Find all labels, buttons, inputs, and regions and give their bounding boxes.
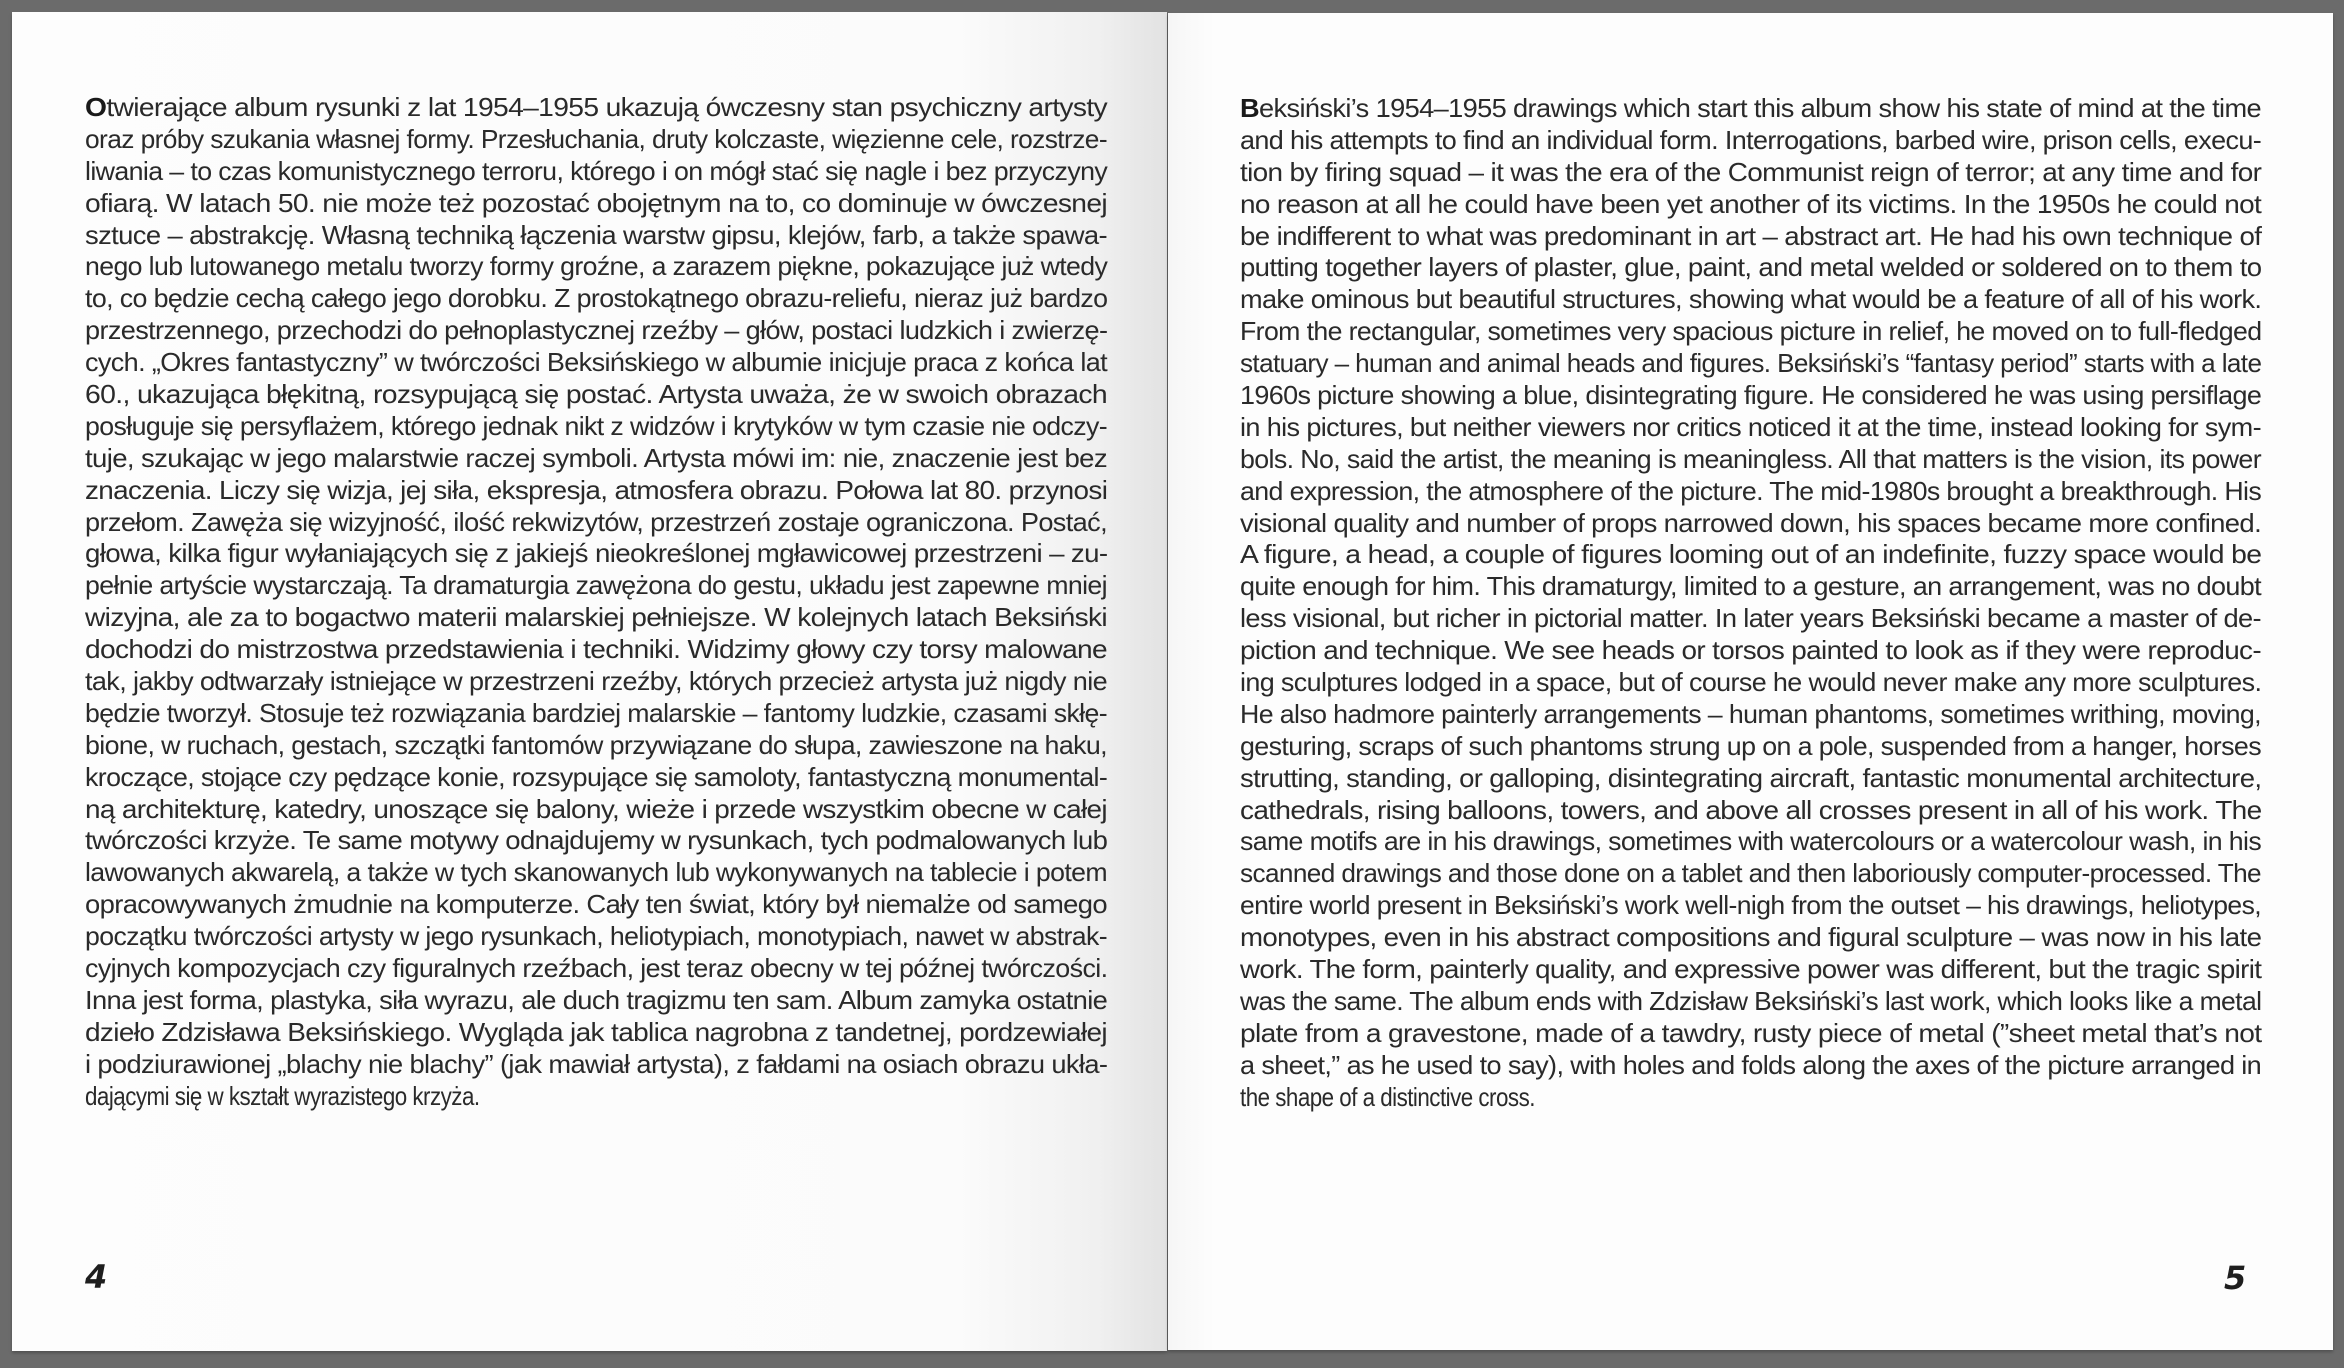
text-line-content: będzie tworzył. Stosuje też rozwiązania bardziej malarskie – fantomy ludzkie, czasami skłę-: [85, 697, 1107, 728]
text-line: [1240, 763, 2261, 795]
text-line: [85, 921, 1107, 953]
text-line-content: tion by firing squad – it was the era of the Communist reign of terror; at any time and for: [1240, 156, 2262, 187]
text-line-content: 60., ukazująca błękitną, rozsypującą się postać. Artysta uważa, że w swoich obrazach: [85, 379, 1107, 410]
text-line: [1240, 316, 2261, 348]
text-line: [1240, 252, 2261, 284]
text-line-content: From the rectangular, sometimes very spacious picture in relief, he moved on to full-fledged: [1240, 316, 2262, 347]
text-line-content: bione, w ruchach, gestach, szczątki fantomów przywiązane do słupa, zawieszone na haku,: [85, 729, 1107, 760]
text-line-content: głowa, kilka figur wyłaniających się z jakiejś nieokreślonej mgławicowej przestrzeni – zu-: [85, 538, 1108, 569]
text-line-content: be indifferent to what was predominant in art – abstract art. He had his own technique of: [1240, 220, 2262, 251]
text-line-content: ną architekturę, katedry, unoszące się balony, wieże i przede wszystkim obecne w całej: [85, 793, 1107, 824]
text-line-content: twierające album rysunki z lat 1954–1955 ukazują ówczesny stan psychiczny artysty: [106, 92, 1108, 122]
text-line: [1240, 731, 2261, 763]
text-line: [85, 666, 1107, 698]
text-line-content: same motifs are in his drawings, sometimes with watercolours or a watercolour wash, in his: [1240, 826, 2262, 857]
text-line-content: was the same. The album ends with Zdzisław Beksiński’s last work, which looks like a metal: [1240, 985, 2262, 1016]
polish-text-column: [85, 92, 1107, 1113]
text-line: [85, 283, 1107, 315]
text-line-content: visional quality and number of props narrowed down, his spaces became more confined.: [1240, 507, 2262, 538]
text-line: [85, 698, 1107, 730]
text-line: [1240, 125, 2261, 157]
text-line-content: ing sculptures lodged in a space, but of course he would never make any more sculptures.: [1240, 667, 2262, 698]
text-line-content: Inna jest forma, plastyka, siła wyrazu, ale duch tragizmu ten sam. Album zamyka ostatnie: [85, 984, 1108, 1015]
text-line: [1240, 221, 2261, 253]
text-line: [1240, 157, 2261, 189]
text-line-content: statuary – human and animal heads and figures. Beksiński’s “fantasy period” starts with a late: [1240, 348, 2262, 379]
text-line: [1240, 1082, 2118, 1114]
text-line-content: dającymi się w kształt wyrazistego krzyża.: [85, 1080, 480, 1111]
text-line-content: pełnie artyście wystarczają. Ta dramaturgia zawężona do gestu, układu jest zapewne mniej: [85, 570, 1107, 601]
text-line: [1240, 348, 2261, 380]
text-line: [1240, 890, 2261, 922]
text-line: [85, 1081, 964, 1113]
text-line: [1240, 380, 2261, 412]
text-line: [85, 475, 1107, 507]
text-line-content: scanned drawings and those done on a tablet and then laboriously computer-processed. The: [1240, 858, 2261, 889]
text-line-content: monotypes, even in his abstract compositions and figural sculpture – was now in his late: [1240, 922, 2262, 953]
text-line-content: strutting, standing, or galloping, disintegrating aircraft, fantastic monumental architecture,: [1240, 762, 2262, 793]
text-line-content: eksiński’s 1954–1955 drawings which start this album show his state of mind at the time: [1259, 93, 2261, 123]
text-line-content: no reason at all he could have been yet another of its victims. In the 1950s he could not: [1240, 188, 2262, 219]
text-line: [1240, 444, 2261, 476]
text-line: [85, 315, 1107, 347]
text-line: [1240, 571, 2261, 603]
text-line: [85, 92, 1107, 124]
text-line: [1240, 667, 2261, 699]
text-line: [85, 985, 1107, 1017]
text-line-content: liwania – to czas komunistycznego terroru, którego i on mógł stać się nagle i bez przyczyny: [85, 155, 1108, 186]
text-line-content: less visional, but richer in pictorial matter. In later years Beksiński became a master of de-: [1240, 603, 2261, 634]
text-line: [1240, 1050, 2261, 1082]
text-line-content: quite enough for him. This dramaturgy, limited to a gesture, an arrangement, was no doubt: [1240, 571, 2261, 602]
drop-letter: B: [1240, 93, 1260, 123]
text-line-content: in his pictures, but neither viewers nor critics noticed it at the time, instead looking for sym-: [1240, 411, 2261, 442]
text-line-content: przestrzennego, przechodzi do pełnoplastycznej rzeźby – głów, postaci ludzkich i zwierzę-: [85, 315, 1108, 346]
text-line-content: cyjnych kompozycjach czy figuralnych rzeźbach, jest teraz obecny w tej późnej twórczości.: [85, 953, 1108, 984]
text-line: [1240, 922, 2261, 954]
text-line: [85, 602, 1107, 634]
text-line: [85, 538, 1107, 570]
text-line-content: A figure, a head, a couple of figures looming out of an indefinite, fuzzy space would be: [1240, 539, 2262, 570]
text-line: [1240, 412, 2261, 444]
text-line: [1240, 858, 2261, 890]
text-line: [85, 188, 1107, 220]
page-number-right: 5: [2224, 1259, 2247, 1297]
text-line-content: dzieło Zdzisława Beksińskiego. Wygląda jak tablica nagrobna z tandetnej, pordzewiałej: [85, 1016, 1107, 1047]
text-line-content: to, co będzie cechą całego jego dorobku. Z prostokątnego obrazu-reliefu, nieraz już bardzo: [85, 283, 1108, 314]
text-line: [85, 379, 1107, 411]
text-line-content: twórczości krzyże. Te same motywy odnajdujemy w rysunkach, tych podmalowanych lub: [85, 825, 1108, 856]
text-line: [1240, 954, 2261, 986]
text-line: [1240, 986, 2261, 1018]
text-line-content: i podziurawionej „blachy nie blachy” (jak mawiał artysta), z fałdami na osiach obrazu ukła-: [85, 1048, 1108, 1079]
drop-letter: O: [85, 92, 107, 122]
right-page: [1168, 13, 2333, 1350]
text-line-content: lawowanych akwarelą, a także w tych skanowanych lub wykonywanych na tablecie i potem: [85, 857, 1107, 888]
text-line-content: and his attempts to find an individual form. Interrogations, barbed wire, prison cells, execu-: [1240, 124, 2262, 155]
text-line-content: kroczące, stojące czy pędzące konie, rozsypujące się samoloty, fantastyczną monumental-: [85, 761, 1108, 792]
text-line: [85, 347, 1107, 379]
text-line-content: opracowywanych żmudnie na komputerze. Cały ten świat, który był niemalże od samego: [85, 889, 1107, 920]
text-line-content: przełom. Zawęża się wizyjność, ilość rekwizytów, przestrzeń zostaje ograniczona. Postać,: [85, 506, 1107, 537]
text-line-content: ofiarą. W latach 50. nie może też pozostać obojętnym na to, co dominuje w ówczesnej: [85, 187, 1107, 218]
text-line-content: He also hadmore painterly arrangements – human phantoms, sometimes writhing, moving,: [1240, 698, 2261, 729]
text-line: [1240, 603, 2261, 635]
text-line-content: cych. „Okres fantastyczny” w twórczości Beksińskiego w albumie inicjuje praca z końca lat: [85, 347, 1107, 378]
text-line-content: make ominous but beautiful structures, showing what would be a feature of all of his work.: [1240, 284, 2262, 315]
text-line-content: 1960s picture showing a blue, disintegrating figure. He considered he was using persiflage: [1240, 380, 2262, 411]
text-line-content: znaczenia. Liczy się wizja, jej siła, ekspresja, atmosfera obrazu. Połowa lat 80. przynosi: [85, 474, 1108, 505]
text-line: [85, 634, 1107, 666]
text-line-content: wizyjna, ale za to bogactwo materii malarskiej pełniejsze. W kolejnych latach Beksiński: [85, 602, 1107, 633]
text-line-content: work. The form, painterly quality, and expressive power was different, but the tragic spirit: [1240, 954, 2262, 985]
text-line: [85, 251, 1107, 283]
english-text-column: [1240, 93, 2261, 1114]
text-line-content: and expression, the atmosphere of the picture. The mid-1980s brought a breakthrough. His: [1240, 475, 2262, 506]
text-line-content: bols. No, said the artist, the meaning is meaningless. All that matters is the vision, its power: [1240, 443, 2261, 474]
text-line: [1240, 539, 2261, 571]
text-line: [85, 507, 1107, 539]
text-line-content: początku twórczości artysty w jego rysunkach, heliotypiach, monotypiach, nawet w abstrak-: [85, 921, 1107, 952]
text-line-content: cathedrals, rising balloons, towers, and above all crosses present in all of his work. The: [1240, 794, 2262, 825]
text-line: [1240, 635, 2261, 667]
text-line: [85, 124, 1107, 156]
text-line: [85, 570, 1107, 602]
text-line: [85, 762, 1107, 794]
text-line-content: sztuce – abstrakcję. Własną techniką łączenia warstw gipsu, klejów, farb, a także spawa-: [85, 219, 1107, 250]
text-line: [85, 443, 1107, 475]
text-line: [1240, 476, 2261, 508]
text-line: [1240, 699, 2261, 731]
text-line-content: nego lub lutowanego metalu tworzy formy groźne, a zarazem piękne, pokazujące już wtedy: [85, 251, 1108, 282]
text-line: [85, 857, 1107, 889]
text-line: [85, 825, 1107, 857]
text-line: [85, 730, 1107, 762]
text-line-content: posługuje się persyflażem, którego jednak nikt z widzów i krytyków w tym czasie nie odczy-: [85, 410, 1107, 441]
text-line-content: the shape of a distinctive cross.: [1240, 1081, 1535, 1112]
text-line-content: tak, jakby odtwarzały istniejące w przestrzeni rzeźby, których przecież artysta już nigdy nie: [85, 666, 1107, 697]
text-line-content: dochodzi do mistrzostwa przedstawienia i techniki. Widzimy głowy czy torsy malowane: [85, 634, 1107, 665]
page-number-left: 4: [85, 1258, 108, 1296]
text-line: [1240, 826, 2261, 858]
text-line: [85, 1017, 1107, 1049]
text-line: [1240, 284, 2261, 316]
text-line: [1240, 1018, 2261, 1050]
text-line: [85, 794, 1107, 826]
text-line-content: oraz próby szukania własnej formy. Przesłuchania, druty kolczaste, więzienne cele, rozstrze-: [85, 123, 1107, 154]
text-line: [85, 220, 1107, 252]
text-line-content: putting together layers of plaster, glue, paint, and metal welded or soldered on to them to: [1240, 252, 2262, 283]
text-line: [85, 953, 1107, 985]
text-line: [85, 156, 1107, 188]
text-line-content: tuje, szukając w jego malarstwie raczej symboli. Artysta mówi im: nie, znaczenie jest bez: [85, 442, 1107, 473]
text-line-content: plate from a gravestone, made of a tawdry, rusty piece of metal (”sheet metal that’s not: [1240, 1017, 2262, 1048]
left-page: [12, 12, 1167, 1351]
text-line: [85, 1049, 1107, 1081]
text-line-content: piction and technique. We see heads or torsos painted to look as if they were reproduc-: [1240, 635, 2261, 666]
text-line: [1240, 508, 2261, 540]
text-line: [1240, 189, 2261, 221]
text-line-content: entire world present in Beksiński’s work well-nigh from the outset – his drawings, heliotypes,: [1240, 890, 2261, 921]
text-line: [85, 889, 1107, 921]
text-line: [85, 411, 1107, 443]
text-line: [1240, 795, 2261, 827]
text-line-content: a sheet,” as he used to say), with holes and folds along the axes of the picture arranged in: [1240, 1049, 2262, 1080]
text-line: [1240, 93, 2261, 125]
text-line-content: gesturing, scraps of such phantoms strung up on a pole, suspended from a hanger, horses: [1240, 730, 2261, 761]
